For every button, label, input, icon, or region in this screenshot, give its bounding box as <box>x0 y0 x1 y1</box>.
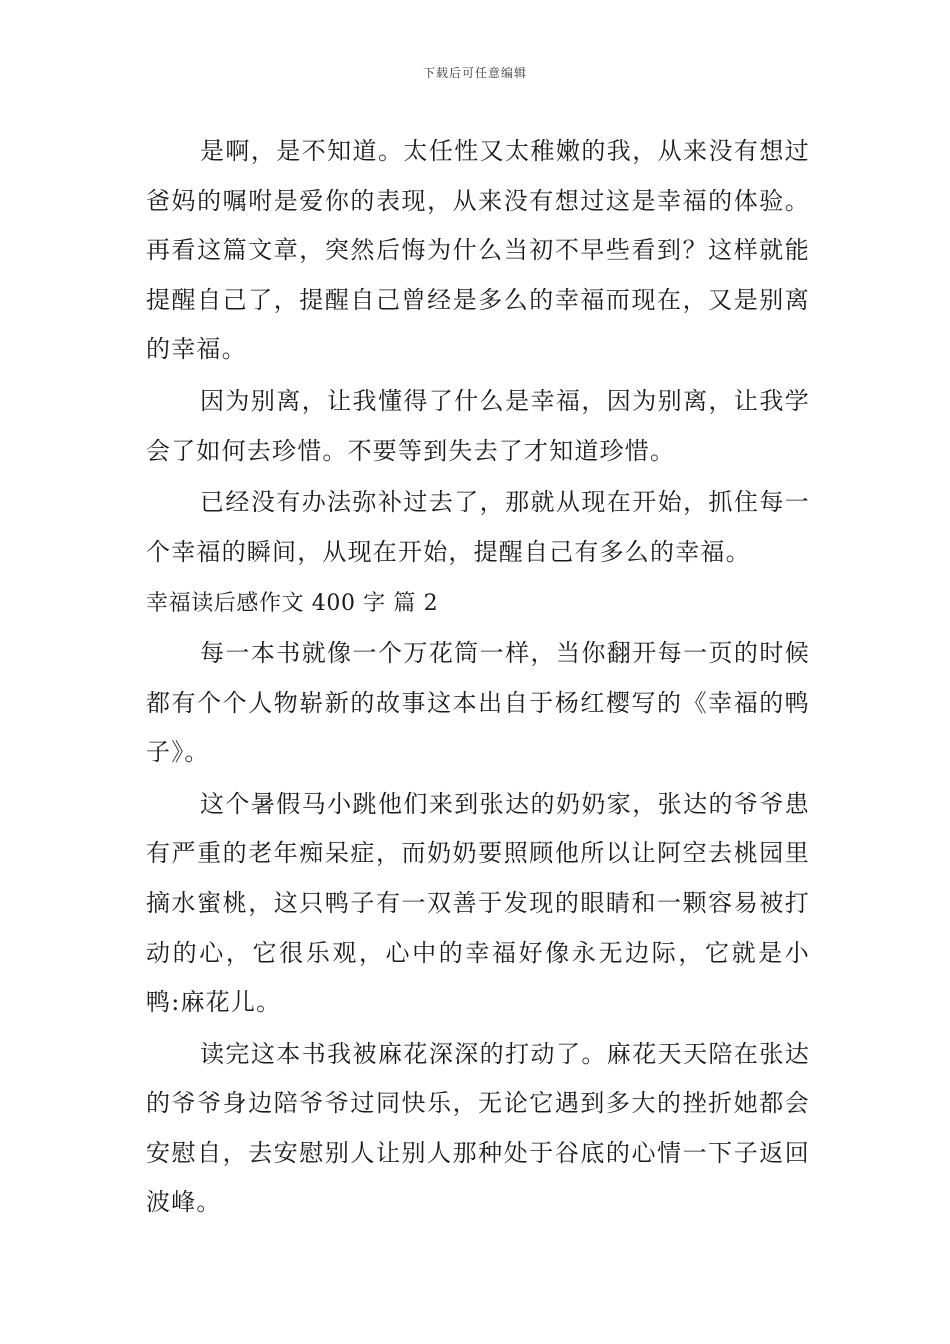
paragraph: 读完这本书我被麻花深深的打动了。麻花天天陪在张达的爷爷身边陪爷爷过同快乐，无论它遇到多大的挫折她都会安慰自，去安慰别人让别人那种处于谷底的心情一下子返回波峰。 <box>146 1039 810 1217</box>
paragraph: 这个暑假马小跳他们来到张达的奶奶家，张达的爷爷患有严重的老年痴呆症，而奶奶要照顾他所以让阿空去桃园里摘水蜜桃，这只鸭子有一双善于发现的眼睛和一颗容易被打动的心，它很乐观，心中的幸福好像永无边际，它就是小鸭:麻花儿。 <box>146 789 810 1017</box>
page-header: 下载后可任意编辑 <box>422 66 527 80</box>
paragraph: 因为别离，让我懂得了什么是幸福，因为别离，让我学会了如何去珍惜。不要等到失去了才知道珍惜。 <box>146 386 810 465</box>
section-heading: 幸福读后感作文 400 字 篇 2 <box>146 591 439 617</box>
paragraph: 每一本书就像一个万花筒一样，当你翻开每一页的时候都有个个人物崭新的故事这本出自于杨红樱写的《幸福的鸭子》。 <box>146 638 810 767</box>
paragraph: 已经没有办法弥补过去了，那就从现在开始，抓住每一个幸福的瞬间，从现在开始，提醒自己有多么的幸福。 <box>146 488 810 566</box>
paragraph: 是啊，是不知道。太任性又太稚嫩的我，从来没有想过爸妈的嘱咐是爱你的表现，从来没有想过这是幸福的体验。再看这篇文章，突然后悔为什么当初不早些看到？这样就能提醒自己了，提醒自己曾经是多么的幸福而现在，又是别离的幸福。 <box>146 137 810 364</box>
document-body <box>146 127 810 1230</box>
